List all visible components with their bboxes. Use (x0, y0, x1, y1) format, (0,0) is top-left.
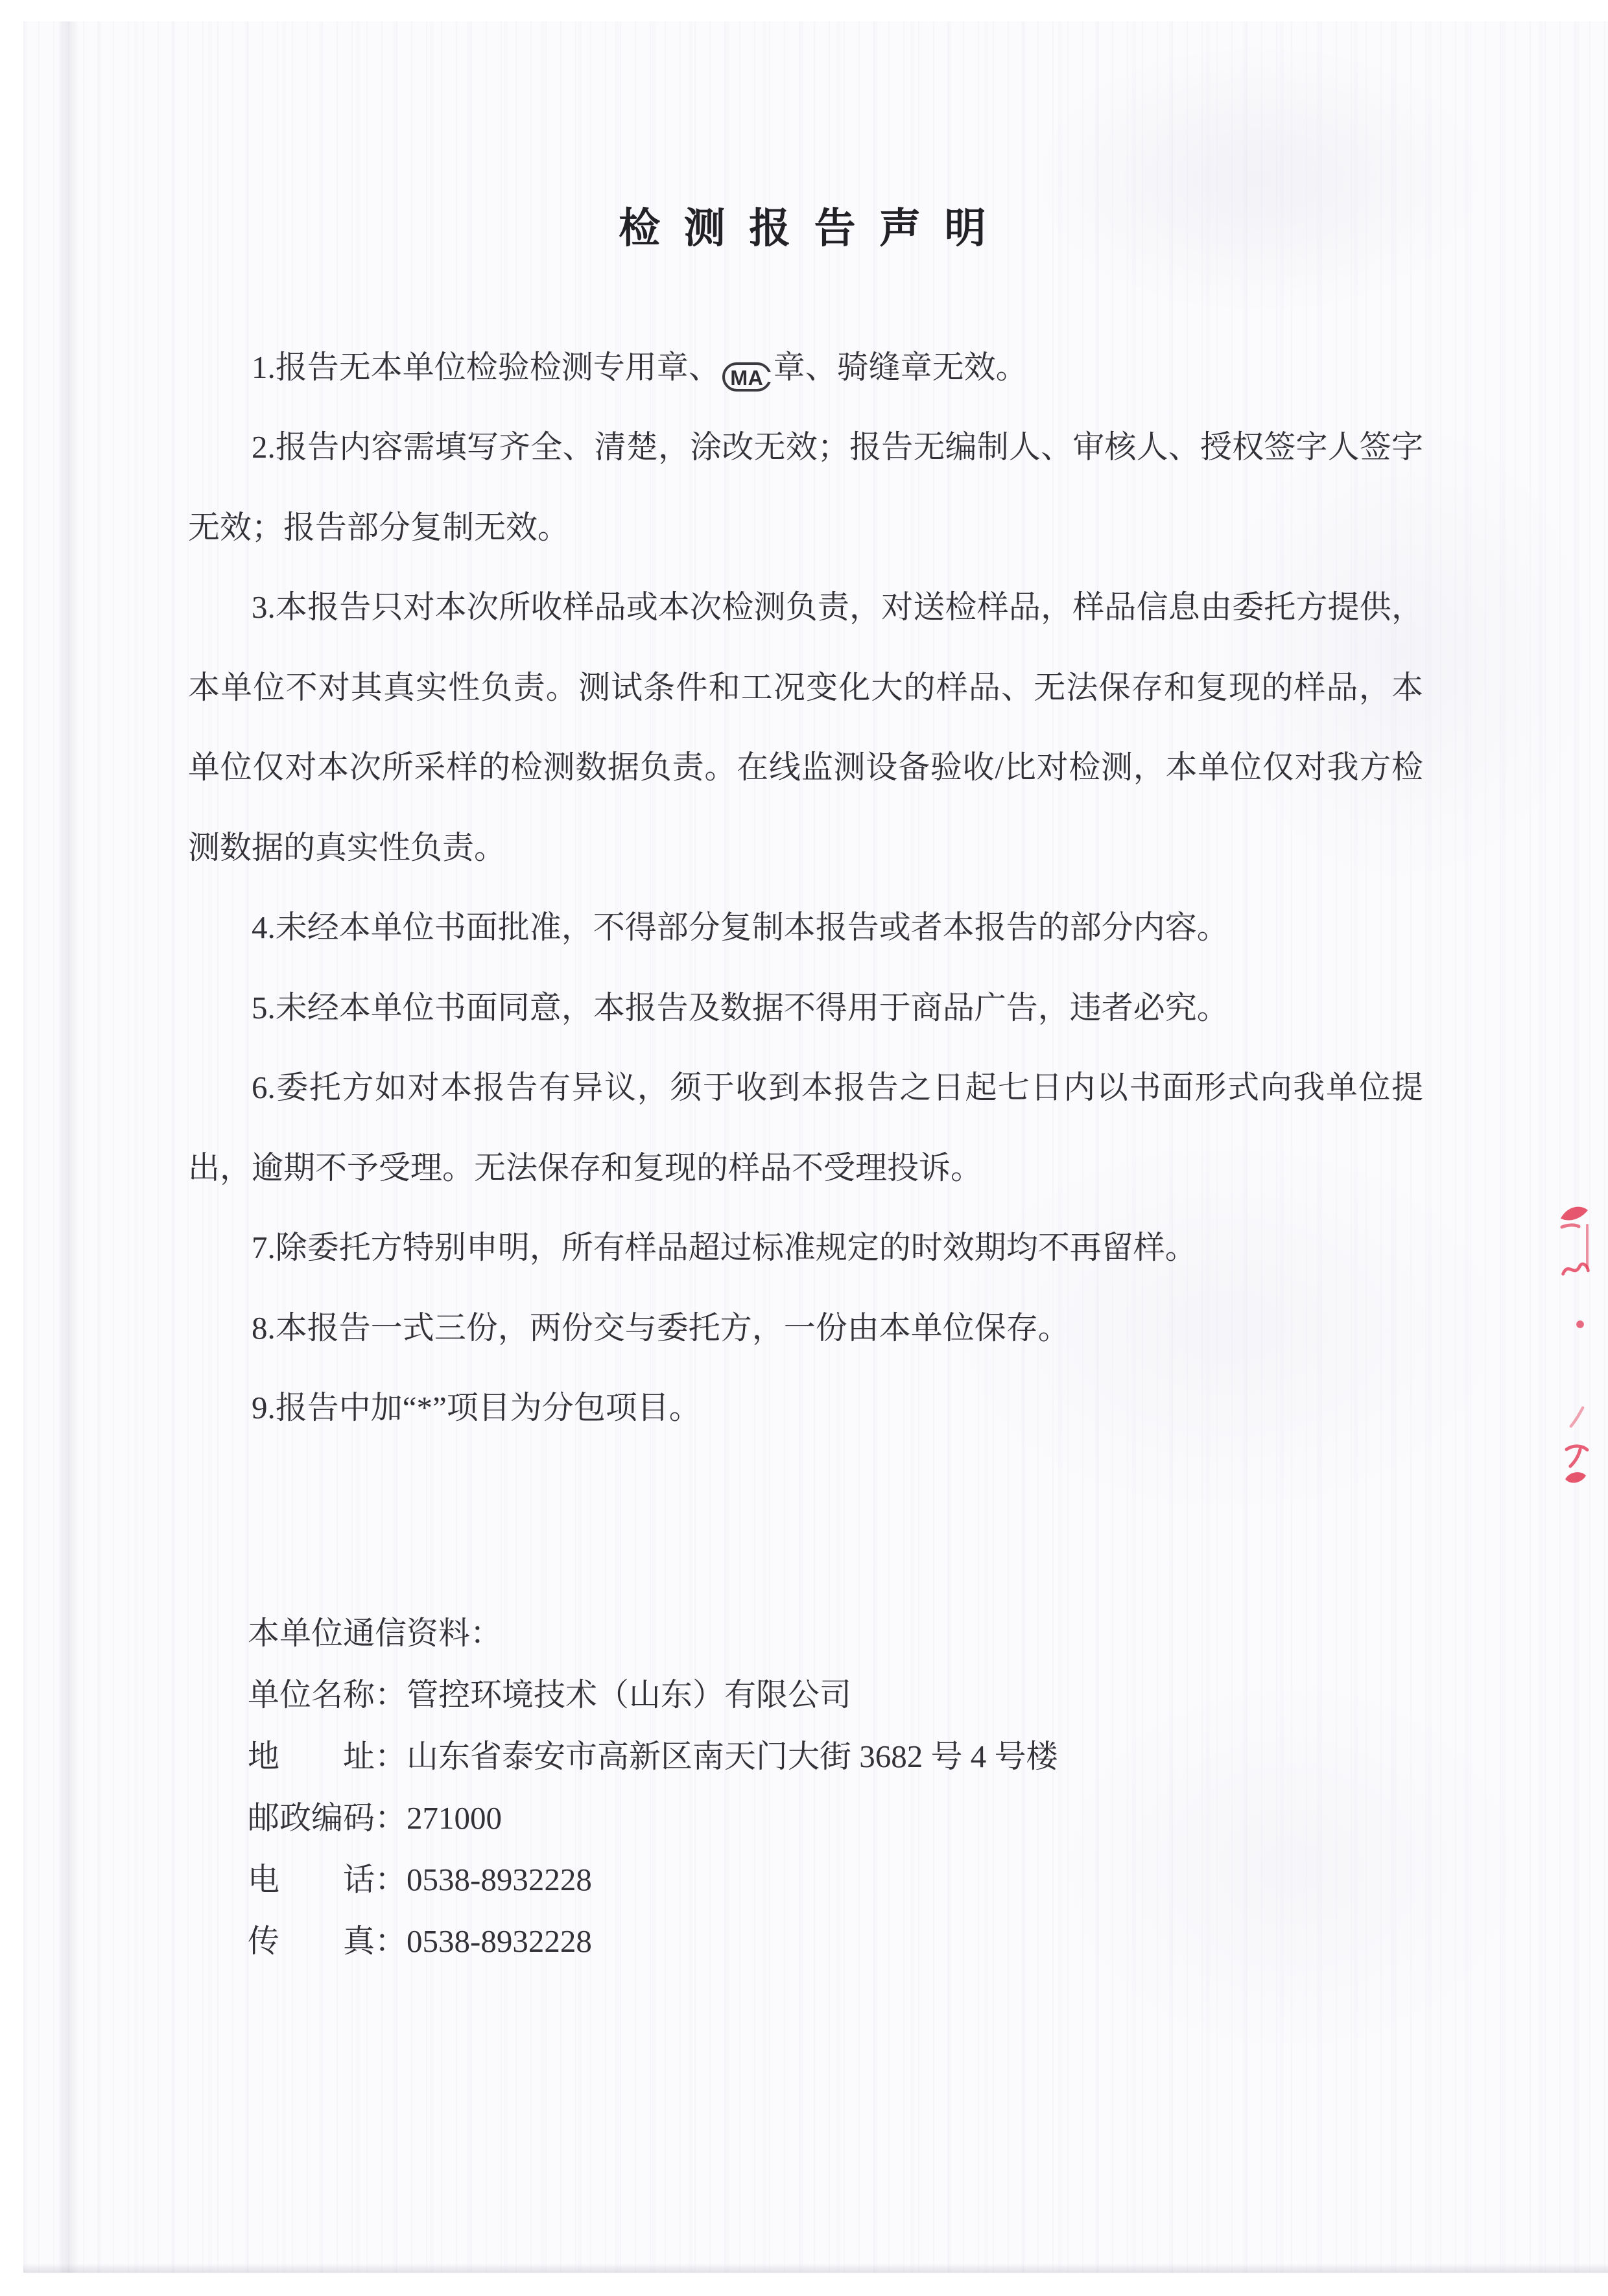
statement-item-6: 6.委托方如对本报告有异议，须于收到本报告之日起七日内以书面形式向我单位提出，逾期不予受理。无法保存和复现的样品不受理投诉。 (188, 1070, 1423, 1186)
page-title: 检 测 报 告 声 明 (619, 205, 993, 252)
contact-label-phone: 电 话： (248, 1861, 407, 1897)
red-pen-line-icon (1586, 1224, 1589, 1269)
contact-value-postcode: 271000 (407, 1799, 503, 1836)
statement-item-8: 8.本报告一式三份，两份交与委托方，一份由本单位保存。 (252, 1309, 1070, 1346)
statement-list (188, 327, 1423, 1448)
contact-line-company (248, 1664, 1423, 1726)
contact-line-address (248, 1726, 1423, 1787)
contact-value-address: 山东省泰安市高新区南天门大街 3682 号 4 号楼 (407, 1738, 1058, 1774)
red-pen-hook-icon (1563, 1442, 1591, 1470)
statement-item-4: 4.未经本单位书面批准，不得部分复制本报告或者本报告的部分内容。 (252, 909, 1229, 946)
red-pen-slash-icon (1567, 1400, 1589, 1434)
contact-value-company: 管控环境技术（山东）有限公司 (407, 1676, 852, 1713)
red-pen-squiggle-icon (1557, 1256, 1594, 1285)
contact-label-address: 地 址： (248, 1738, 407, 1774)
red-pen-blob-icon (1554, 1201, 1595, 1233)
contact-value-fax: 0538-8932228 (407, 1923, 592, 1959)
cma-mark-label: MA (730, 366, 764, 390)
contact-line-fax (248, 1910, 1423, 1972)
statement-item-1 (188, 327, 1423, 407)
statement-item-1-after: 章、骑缝章无效。 (773, 349, 1028, 385)
contact-label-postcode: 邮政编码： (248, 1799, 407, 1836)
statement-item-3: 3.本报告只对本次所收样品或本次检测负责，对送检样品，样品信息由委托方提供，本单位不对其真实性负责。测试条件和工况变化大的样品、无法保存和复现的样品，本单位仅对本次所采样的检测数据负责。在线监测设备验收/比对检测，本单位仅对我方检测数据的真实性负责。 (188, 589, 1423, 865)
contact-heading: 本单位通信资料： (248, 1615, 503, 1651)
red-pen-smudge-icon (1559, 1466, 1592, 1492)
contact-value-phone: 0538-8932228 (407, 1861, 592, 1897)
statement-item-9: 9.报告中加“*”项目为分包项目。 (252, 1390, 701, 1426)
contact-block (188, 1602, 1423, 1972)
contact-line-phone (248, 1849, 1423, 1910)
contact-label-fax: 传 真： (248, 1923, 407, 1959)
contact-line-postcode (248, 1787, 1423, 1849)
statement-item-2: 2.报告内容需填写齐全、清楚，涂改无效；报告无编制人、审核人、授权签字人签字无效；报告部分复制无效。 (188, 429, 1423, 545)
red-pen-dot-icon (1576, 1320, 1585, 1329)
statement-item-1-before: 1.报告无本单位检验检测专用章、 (252, 349, 720, 385)
page-content (188, 21, 1423, 1972)
statement-item-5: 5.未经本单位书面同意，本报告及数据不得用于商品广告，违者必究。 (252, 989, 1229, 1025)
cma-mark-icon (722, 362, 772, 392)
statement-item-7: 7.除委托方特别申明，所有样品超过标准规定的时效期均不再留样。 (252, 1230, 1197, 1266)
contact-label-company: 单位名称： (248, 1676, 407, 1713)
paper-sheet (23, 21, 1608, 2273)
